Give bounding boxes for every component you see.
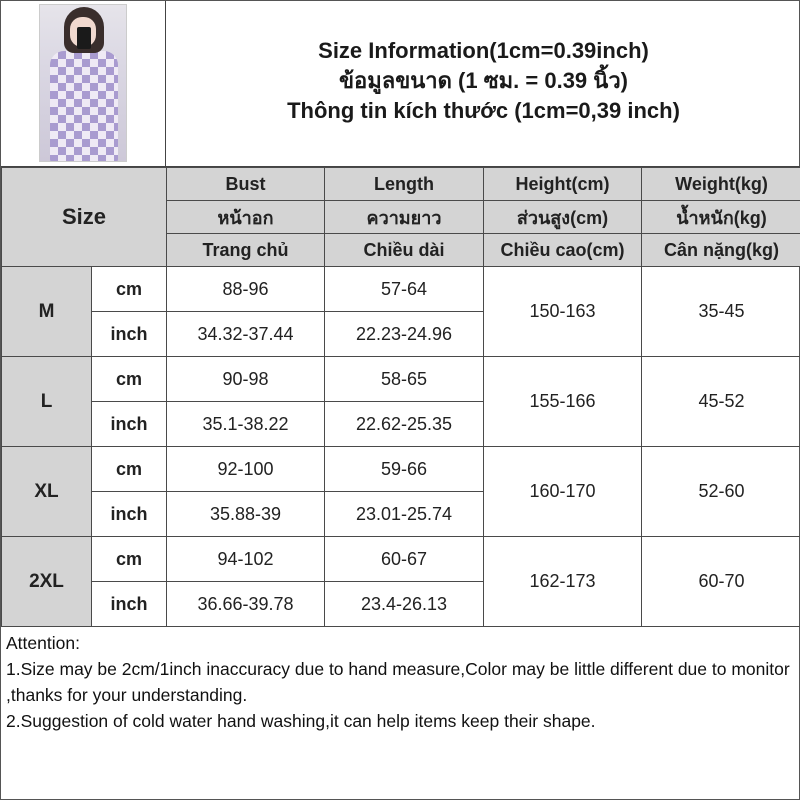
- col-height-vi: Chiều cao(cm): [484, 234, 642, 267]
- bust-cm-cell: 94-102: [167, 537, 325, 582]
- weight-cell: 35-45: [642, 267, 800, 357]
- unit-inch-label: inch: [92, 312, 167, 357]
- notes-heading: Attention:: [6, 633, 80, 653]
- length-cm-cell: 58-65: [325, 357, 484, 402]
- bust-inch-cell: 36.66-39.78: [167, 582, 325, 627]
- phone-icon: [77, 27, 91, 49]
- length-cm-cell: 59-66: [325, 447, 484, 492]
- bust-cm-cell: 90-98: [167, 357, 325, 402]
- unit-cm-label: cm: [92, 447, 167, 492]
- title-english: Size Information(1cm=0.39inch): [318, 38, 649, 63]
- weight-cell: 45-52: [642, 357, 800, 447]
- height-cell: 160-170: [484, 447, 642, 537]
- product-photo: [39, 4, 127, 162]
- notes-line-2: 2.Suggestion of cold water hand washing,it can help items keep their shape.: [6, 711, 596, 731]
- bust-inch-cell: 35.1-38.22: [167, 402, 325, 447]
- col-weight-th: น้ำหนัก(kg): [642, 201, 800, 234]
- weight-cell: 60-70: [642, 537, 800, 627]
- size-table: [1, 167, 800, 627]
- size-header: Size: [2, 168, 167, 267]
- product-photo-cell: [1, 1, 166, 167]
- weight-cell: 52-60: [642, 447, 800, 537]
- unit-inch-label: inch: [92, 402, 167, 447]
- col-length-en: Length: [325, 168, 484, 201]
- col-bust-vi: Trang chủ: [167, 234, 325, 267]
- length-inch-cell: 23.4-26.13: [325, 582, 484, 627]
- unit-cm-label: cm: [92, 357, 167, 402]
- size-xl-label: XL: [2, 447, 92, 537]
- col-weight-en: Weight(kg): [642, 168, 800, 201]
- checkered-dress: [50, 51, 118, 162]
- length-cm-cell: 57-64: [325, 267, 484, 312]
- title-vietnamese: Thông tin kích thước (1cm=0,39 inch): [287, 98, 680, 123]
- bust-inch-cell: 34.32-37.44: [167, 312, 325, 357]
- title-block: [166, 1, 800, 167]
- col-height-th: ส่วนสูง(cm): [484, 201, 642, 234]
- length-inch-cell: 22.62-25.35: [325, 402, 484, 447]
- title-thai: ข้อมูลขนาด (1 ซม. = 0.39 นิ้ว): [338, 68, 628, 93]
- attention-notes: [1, 628, 800, 800]
- bust-cm-cell: 92-100: [167, 447, 325, 492]
- col-bust-en: Bust: [167, 168, 325, 201]
- unit-inch-label: inch: [92, 492, 167, 537]
- col-length-th: ความยาว: [325, 201, 484, 234]
- length-inch-cell: 22.23-24.96: [325, 312, 484, 357]
- unit-cm-label: cm: [92, 267, 167, 312]
- height-cell: 155-166: [484, 357, 642, 447]
- bust-inch-cell: 35.88-39: [167, 492, 325, 537]
- length-cm-cell: 60-67: [325, 537, 484, 582]
- col-bust-th: หน้าอก: [167, 201, 325, 234]
- size-2xl-label: 2XL: [2, 537, 92, 627]
- col-length-vi: Chiều dài: [325, 234, 484, 267]
- unit-cm-label: cm: [92, 537, 167, 582]
- size-m-label: M: [2, 267, 92, 357]
- length-inch-cell: 23.01-25.74: [325, 492, 484, 537]
- height-cell: 162-173: [484, 537, 642, 627]
- notes-line-1: 1.Size may be 2cm/1inch inaccuracy due to hand measure,Color may be little different due to monitor ,thanks for your understanding.: [6, 659, 790, 705]
- unit-inch-label: inch: [92, 582, 167, 627]
- size-l-label: L: [2, 357, 92, 447]
- col-weight-vi: Cân nặng(kg): [642, 234, 800, 267]
- height-cell: 150-163: [484, 267, 642, 357]
- bust-cm-cell: 88-96: [167, 267, 325, 312]
- col-height-en: Height(cm): [484, 168, 642, 201]
